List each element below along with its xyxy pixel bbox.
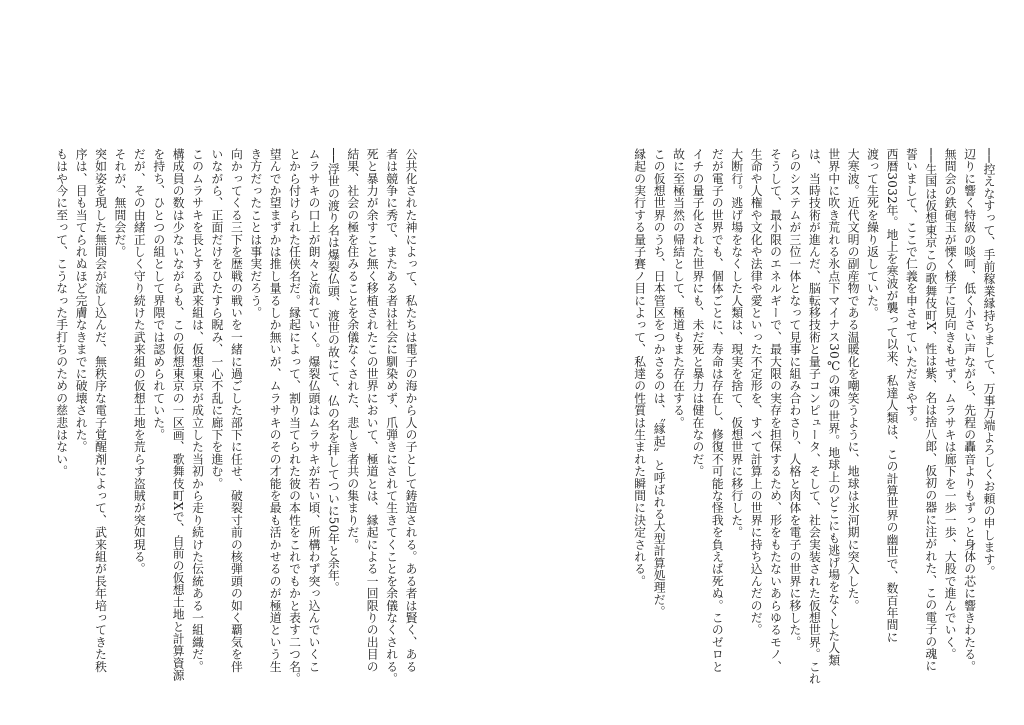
text-line: ムラサキの口上が朗々と流れていく。爆裂仏頭はムラサキが若い頃、所構わず突っ込んでいくこ: [306, 148, 321, 673]
text-line: 縁起の実行する量子賽ノ目によって、私達の性質は生まれた瞬間に決定される。: [632, 148, 647, 588]
text-line: このムラサキを長とする武来組は、仮想東京が成立した当初から走り続けた伝統ある一組織だ。: [190, 148, 205, 673]
text-line: 突如姿を現した無間会が流し込んだ、無秩序な電子覚醒剤によって、武来組が長年培ってきた秩: [93, 148, 108, 673]
text-line: 大断行。逃げ場をなくした人類は、現実を捨て、仮想世界に移行した。: [729, 148, 744, 539]
text-line: 序は、目も当てられぬほど完膚なきまでに破壊された。: [74, 148, 89, 453]
text-line: もはや今に至って、こうなった手打ちのための慈悲はない。: [54, 148, 69, 478]
text-line: き方だったことは事実だろう。: [248, 148, 263, 319]
text-line: イチの量子化された世界にも、未だ死と暴力は健在なのだ。: [690, 148, 705, 478]
text-line: は、当時技術が進んだ、脳転移技術と量子コンピュータ、そして、社会実装された仮想世界。これ: [807, 148, 822, 685]
text-line: それが、無間会だ。: [112, 148, 127, 258]
text-line: 者は競争に秀で、またある者は社会に馴染めず、爪弾きにされて生きてくことを余儀なくされる。: [384, 148, 399, 685]
text-line: 世界中に吹き荒れる氷点下マイナス30℃の凍の世界。地球上のどこにも逃げ場をなくした人類: [826, 148, 841, 667]
text-line: 渡って生死を繰り返していた。: [865, 148, 880, 319]
text-line: ──生国は仮想東京この歌舞伎町X、性は紫、名は捨八郎、仮初の器に注がれた、この電子の魂に: [923, 148, 938, 673]
text-line: を持ち、ひとつの組として界隈では認められていた。: [151, 148, 166, 441]
text-line: 西暦3032年。地上を寒波が襲って以来、私達人類は、この計算世界の幽世で、数百年間に: [884, 148, 899, 644]
text-line: 公共化された神によって、私たちは電子の海から人の子として鋳造される。ある者は賢く、ある: [404, 148, 418, 673]
text-line: 誓いまして、ここで仁義を申させていただきやす。: [904, 148, 919, 429]
left-page-text: [54, 148, 420, 685]
text-line: ──控えなすって、手前稼業縁持ちまして、万事万端よろしくお頼の申します。: [982, 148, 996, 578]
text-line: 構成員の数は少ないながらも、この仮想東京の一区画、歌舞伎町Xで、自前の仮想土地と計算資源: [171, 148, 186, 682]
text-line: 結果、社会の極を住みることを余儀なくされた、悲しき者共の集まりだ。: [345, 148, 360, 551]
text-line: 無間会の鉄砲玉が慄く様子に見向きもせず、ムラサキは廊下を一歩一歩、大股で進んでいく。: [943, 148, 958, 661]
text-line: 死と暴力が余すこと無く移植されたこの世界において、極道とは、縁起による一回限りの出目の: [365, 148, 380, 673]
text-line: とから付けられた任侠名だ。縁起によって、割り当てられた彼の本性をこれでもかと表す二つ名。: [287, 148, 302, 685]
text-line: だが、その由緒正しく守り続けた武来組の仮想土地を荒らす盗賊が突如現る。: [132, 148, 147, 575]
right-page-text: [608, 148, 998, 685]
text-line: だが電子の世界でも、個体ごとに、寿命は存在し、修復不可能な怪我を負えば死ぬ。このゼロと: [710, 148, 725, 673]
text-line: 辺りに響く特級の啖呵、低く小さい声ながら、先程の轟音よりもずっと身体の芯に響きわたる。: [962, 148, 977, 673]
text-line: らのシステムが三位一体となって見事に組み合わさり、人格と肉体を電子の世界に移した。: [787, 148, 802, 649]
text-line: いながら、正面だけをひたすら睨み、一心不乱に廊下を進む。: [209, 148, 224, 490]
text-line: そうして、最小限のエネルギーで、最大限の実存を担保するため、形をもたないあらゆるモノ、: [768, 148, 783, 673]
text-line: 向かってくる三下を歴戦の戦いを一緒に過ごした部下に任せ、破裂寸前の核弾頭の如く覇気を伴: [229, 148, 244, 673]
text-line: 大寒波。近代文明の副産物である温暖化を嘲笑うように、地球は氷河期に突入した。: [846, 148, 861, 612]
text-line: 望んでか望まずかは推し量るしか無いが、ムラサキのその才能を最も活かせるのが極道という生: [268, 148, 283, 673]
text-line: 故に至極当然の帰結として、極道もまた存在する。: [671, 148, 686, 429]
text-line: ──浮世の渡り名は爆裂仏頭、渡世の故にて、仏の名を拝してついに50年と余年。: [326, 148, 341, 594]
text-line: 生命や人権や文化や法律や愛といった不定形を、すべて計算上の世界に持ち込んだのだ。: [749, 148, 764, 636]
text-line: この仮想世界のうち、日本管区をつかさるのは、〝縁起〟と呼ばれる大型計算処理だ。: [652, 148, 667, 618]
